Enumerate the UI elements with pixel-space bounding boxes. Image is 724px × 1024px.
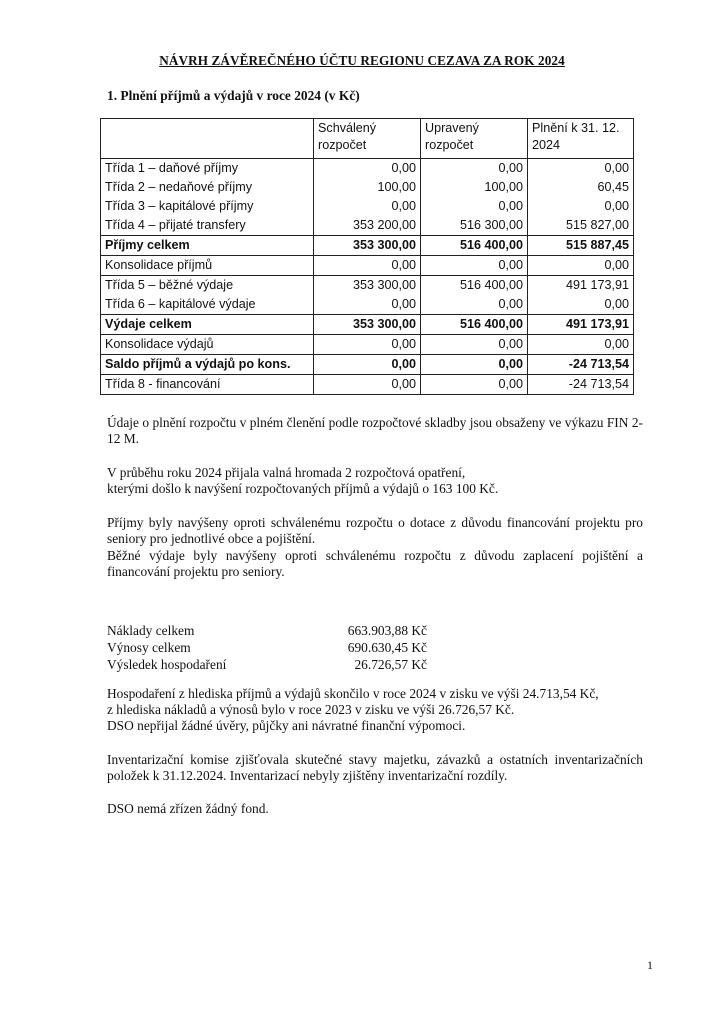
- header-upraveny: Upravený rozpočet: [421, 119, 528, 159]
- paragraph-line: Hospodaření z hlediska příjmů a výdajů skončilo v roce 2024 v zisku ve výši 24.713,54 Kč,: [107, 686, 599, 701]
- cell-upraveny: 0,00: [421, 197, 528, 216]
- table-row: [101, 178, 634, 197]
- table-row: [101, 216, 634, 236]
- header-plneni: Plnění k 31. 12. 2024: [528, 119, 634, 159]
- cell-plneni: -24 713,54: [528, 355, 634, 375]
- paragraph-line: z hlediska nákladů a výnosů bylo v roce 2023 v zisku ve výši 26.726,57 Kč.: [107, 702, 515, 717]
- cell-plneni: 0,00: [528, 295, 634, 315]
- table-row: [101, 375, 634, 395]
- table-header-row: [101, 119, 634, 159]
- cell-upraveny: 516 400,00: [421, 315, 528, 335]
- budget-table: [100, 118, 634, 395]
- cell-schvaleny: 353 200,00: [314, 216, 421, 236]
- cell-upraveny: 0,00: [421, 335, 528, 355]
- row-label: Třída 6 – kapitálové výdaje: [101, 295, 314, 315]
- row-label: Výdaje celkem: [101, 315, 314, 335]
- header-label: [101, 119, 314, 159]
- table-row-total: [101, 236, 634, 256]
- cell-upraveny: 516 300,00: [421, 216, 528, 236]
- summary-row: [107, 656, 427, 673]
- cell-schvaleny: 353 300,00: [314, 276, 421, 296]
- financial-summary: [107, 622, 427, 673]
- row-label: Třída 4 – přijaté transfery: [101, 216, 314, 236]
- cell-plneni: 491 173,91: [528, 315, 634, 335]
- cell-schvaleny: 0,00: [314, 159, 421, 179]
- cell-plneni: 0,00: [528, 159, 634, 179]
- row-label: Konsolidace příjmů: [101, 256, 314, 276]
- cell-upraveny: 516 400,00: [421, 236, 528, 256]
- summary-value: 26.726,57 Kč: [354, 657, 427, 672]
- cell-schvaleny: 353 300,00: [314, 315, 421, 335]
- row-label: Konsolidace výdajů: [101, 335, 314, 355]
- header-schvaleny: Schválený rozpočet: [314, 119, 421, 159]
- table-row-total: [101, 315, 634, 335]
- cell-upraveny: 0,00: [421, 295, 528, 315]
- table-row: [101, 276, 634, 296]
- cell-schvaleny: 0,00: [314, 375, 421, 395]
- table-row: [101, 295, 634, 315]
- cell-schvaleny: 0,00: [314, 335, 421, 355]
- paragraph-line: DSO nepřijal žádné úvěry, půjčky ani návratné finanční výpomoci.: [107, 718, 466, 733]
- cell-schvaleny: 353 300,00: [314, 236, 421, 256]
- summary-label: Náklady celkem: [107, 623, 195, 638]
- row-label: Třída 1 – daňové příjmy: [101, 159, 314, 179]
- document-title: NÁVRH ZÁVĚREČNÉHO ÚČTU REGIONU CEZAVA ZA ROK 2024: [159, 53, 565, 68]
- row-label: Příjmy celkem: [101, 236, 314, 256]
- cell-upraveny: 0,00: [421, 375, 528, 395]
- summary-label: Výsledek hospodaření: [107, 657, 227, 672]
- table-row: [101, 159, 634, 179]
- paragraph-line: V průběhu roku 2024 přijala valná hromada 2 rozpočtová opatření,: [107, 465, 466, 480]
- cell-upraveny: 0,00: [421, 256, 528, 276]
- cell-plneni: -24 713,54: [528, 375, 634, 395]
- summary-row: [107, 622, 427, 639]
- cell-schvaleny: 0,00: [314, 256, 421, 276]
- summary-value: 690.630,45 Kč: [347, 640, 427, 655]
- row-label: Saldo příjmů a výdajů po kons.: [101, 355, 314, 375]
- cell-plneni: 0,00: [528, 256, 634, 276]
- row-label: Třída 3 – kapitálové příjmy: [101, 197, 314, 216]
- summary-value: 663.903,88 Kč: [347, 623, 427, 638]
- cell-plneni: 515 827,00: [528, 216, 634, 236]
- section-heading: 1. Plnění příjmů a výdajů v roce 2024 (v Kč): [107, 88, 360, 103]
- paragraph-line: kterými došlo k navýšení rozpočtovaných příjmů a výdajů o 163 100 Kč.: [107, 481, 499, 496]
- cell-schvaleny: 100,00: [314, 178, 421, 197]
- row-label: Třída 2 – nedaňové příjmy: [101, 178, 314, 197]
- summary-label: Výnosy celkem: [107, 640, 191, 655]
- cell-schvaleny: 0,00: [314, 197, 421, 216]
- cell-schvaleny: 0,00: [314, 355, 421, 375]
- cell-schvaleny: 0,00: [314, 295, 421, 315]
- cell-upraveny: 100,00: [421, 178, 528, 197]
- paragraph-fund: DSO nemá zřízen žádný fond.: [107, 801, 269, 816]
- cell-upraveny: 0,00: [421, 355, 528, 375]
- row-label: Třída 8 - financování: [101, 375, 314, 395]
- page-number: 1: [647, 958, 653, 972]
- table-row: [101, 256, 634, 276]
- paragraph-result: [107, 686, 643, 734]
- paragraph-fin-report: Údaje o plnění rozpočtu v plném členění podle rozpočtové skladby jsou obsaženy ve výkazu FIN 2-12 M.: [107, 415, 643, 446]
- paragraph-income-increase: Příjmy byly navýšeny oproti schválenému rozpočtu o dotace z důvodu financování projektu pro seniory pro jednotlivé obce a pojištění.: [107, 515, 643, 546]
- summary-row: [107, 639, 427, 656]
- cell-plneni: 515 887,45: [528, 236, 634, 256]
- table-row-saldo: [101, 355, 634, 375]
- paragraph-expense-increase: Běžné výdaje byly navýšeny oproti schválenému rozpočtu z důvodu zaplacení pojištění a financování projektu pro seniory.: [107, 548, 643, 579]
- cell-plneni: 60,45: [528, 178, 634, 197]
- table-row: [101, 335, 634, 355]
- table-row: [101, 197, 634, 216]
- cell-plneni: 491 173,91: [528, 276, 634, 296]
- cell-plneni: 0,00: [528, 335, 634, 355]
- cell-upraveny: 516 400,00: [421, 276, 528, 296]
- cell-plneni: 0,00: [528, 197, 634, 216]
- cell-upraveny: 0,00: [421, 159, 528, 179]
- paragraph-inventory: Inventarizační komise zjišťovala skutečné stavy majetku, závazků a ostatních inventarizačních položek k 31.12.2024. Inventarizací nebyly zjištěny inventarizační rozdíly.: [107, 752, 643, 783]
- row-label: Třída 5 – běžné výdaje: [101, 276, 314, 296]
- paragraph-budget-measures: [107, 465, 643, 497]
